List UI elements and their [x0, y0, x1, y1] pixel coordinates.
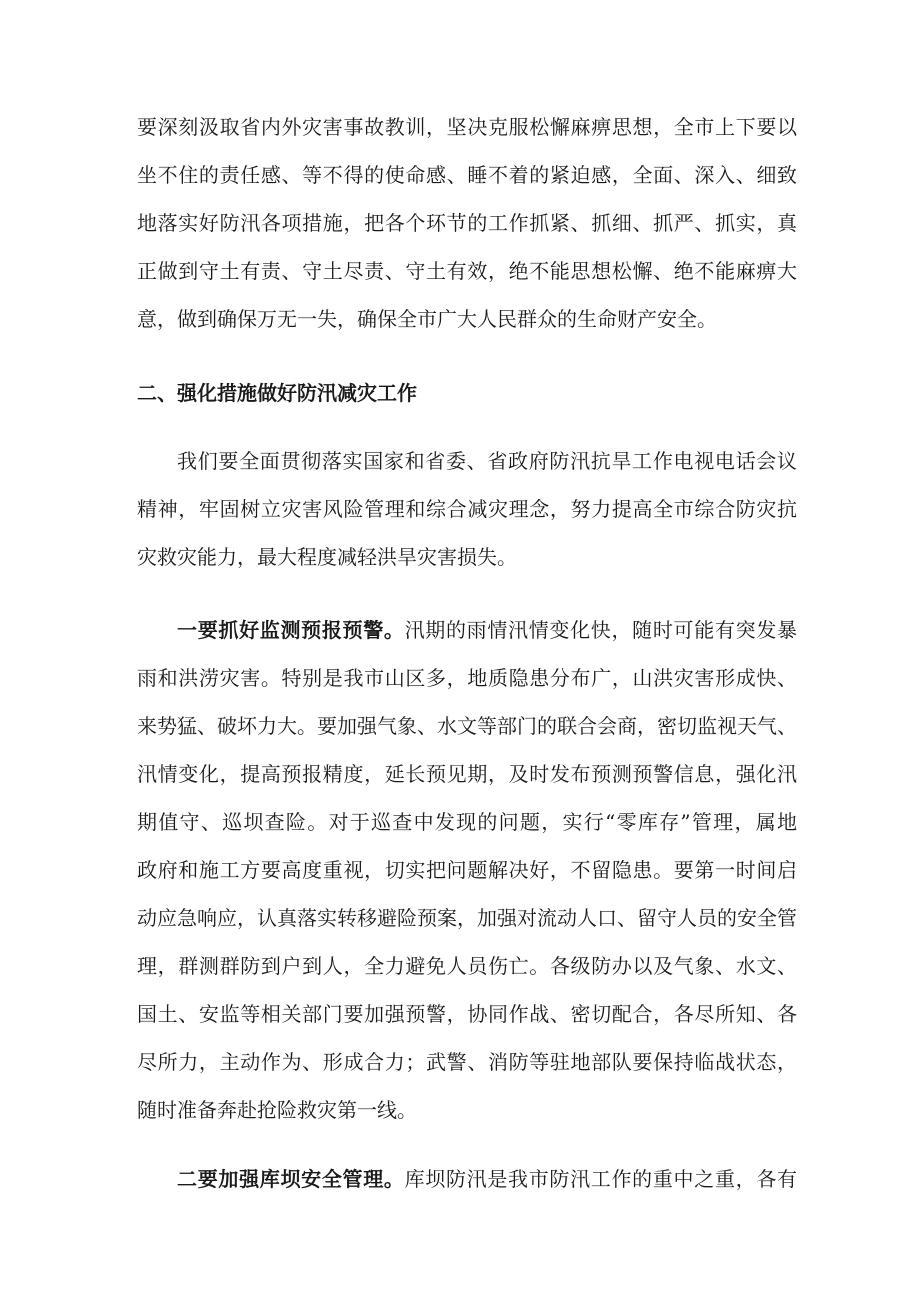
paragraph-lead: 一要抓好监测预报预警。 — [177, 618, 405, 642]
text-line — [137, 606, 797, 654]
text-line: 随时准备奔赴抢险救灾第一线。 — [137, 1098, 417, 1122]
section-heading-text: 二、强化措施做好防汛减灾工作 — [137, 381, 417, 405]
text-line: 国土、安监等相关部门要加强预警，协同作战、密切配合，各尽所知、各 — [137, 1002, 797, 1026]
text-line: 理，群测群防到户到人，全力避免人员伤亡。各级防办以及气象、水文、 — [137, 954, 797, 978]
text-line: 期值守、巡坝查险。对于巡查中发现的问题，实行“零库存”管理，属地 — [137, 810, 797, 834]
text-line: 精神，牢固树立灾害风险管理和综合减灾理念，努力提高全市综合防灾抗 — [137, 497, 797, 521]
text-line: 尽所力，主动作为、形成合力；武警、消防等驻地部队要保持临战状态， — [137, 1050, 797, 1074]
text-line: 政府和施工方要高度重视，切实把问题解决好，不留隐患。要第一时间启 — [137, 858, 797, 882]
text-line: 地落实好防汛各项措施，把各个环节的工作抓紧、抓细、抓严、抓实，真 — [137, 211, 797, 235]
text-line: 正做到守土有责、守土尽责、守土有效，绝不能思想松懈、绝不能麻痹大 — [137, 259, 797, 283]
text-line: 雨和洪涝灾害。特别是我市山区多，地质隐患分布广，山洪灾害形成快、 — [137, 666, 797, 690]
paragraph-responsibility — [137, 103, 797, 343]
text-line: 灾救灾能力，最大程度减轻洪旱灾害损失。 — [137, 545, 517, 569]
section-heading — [137, 369, 797, 417]
text-line: 汛情变化，提高预报精度，延长预见期，及时发布预测预警信息，强化汛 — [137, 762, 797, 786]
paragraph-intro — [137, 437, 797, 581]
paragraph-lead-rest: 汛期的雨情汛情变化快，随时可能有突发暴 — [404, 618, 797, 642]
paragraph-reservoir — [137, 1155, 797, 1203]
text-line: 坐不住的责任感、等不得的使命感、睡不着的紧迫感，全面、深入、细致 — [137, 163, 797, 187]
text-line: 来势猛、破坏力大。要加强气象、水文等部门的联合会商，密切监视天气、 — [137, 714, 797, 738]
text-line: 动应急响应，认真落实转移避险预案，加强对流动人口、留守人员的安全管 — [137, 906, 797, 930]
text-line: 要深刻汲取省内外灾害事故教训，坚决克服松懈麻痹思想，全市上下要以 — [137, 115, 797, 139]
paragraph-lead-rest: 库坝防汛是我市防汛工作的重中之重，各有 — [404, 1167, 797, 1191]
text-line: 意，做到确保万无一失，确保全市广大人民群众的生命财产安全。 — [137, 307, 717, 331]
text-line — [137, 1155, 797, 1203]
paragraph-lead: 二要加强库坝安全管理。 — [177, 1167, 405, 1191]
paragraph-monitoring — [137, 606, 797, 1134]
text-line: 我们要全面贯彻落实国家和省委、省政府防汛抗旱工作电视电话会议 — [177, 449, 797, 473]
